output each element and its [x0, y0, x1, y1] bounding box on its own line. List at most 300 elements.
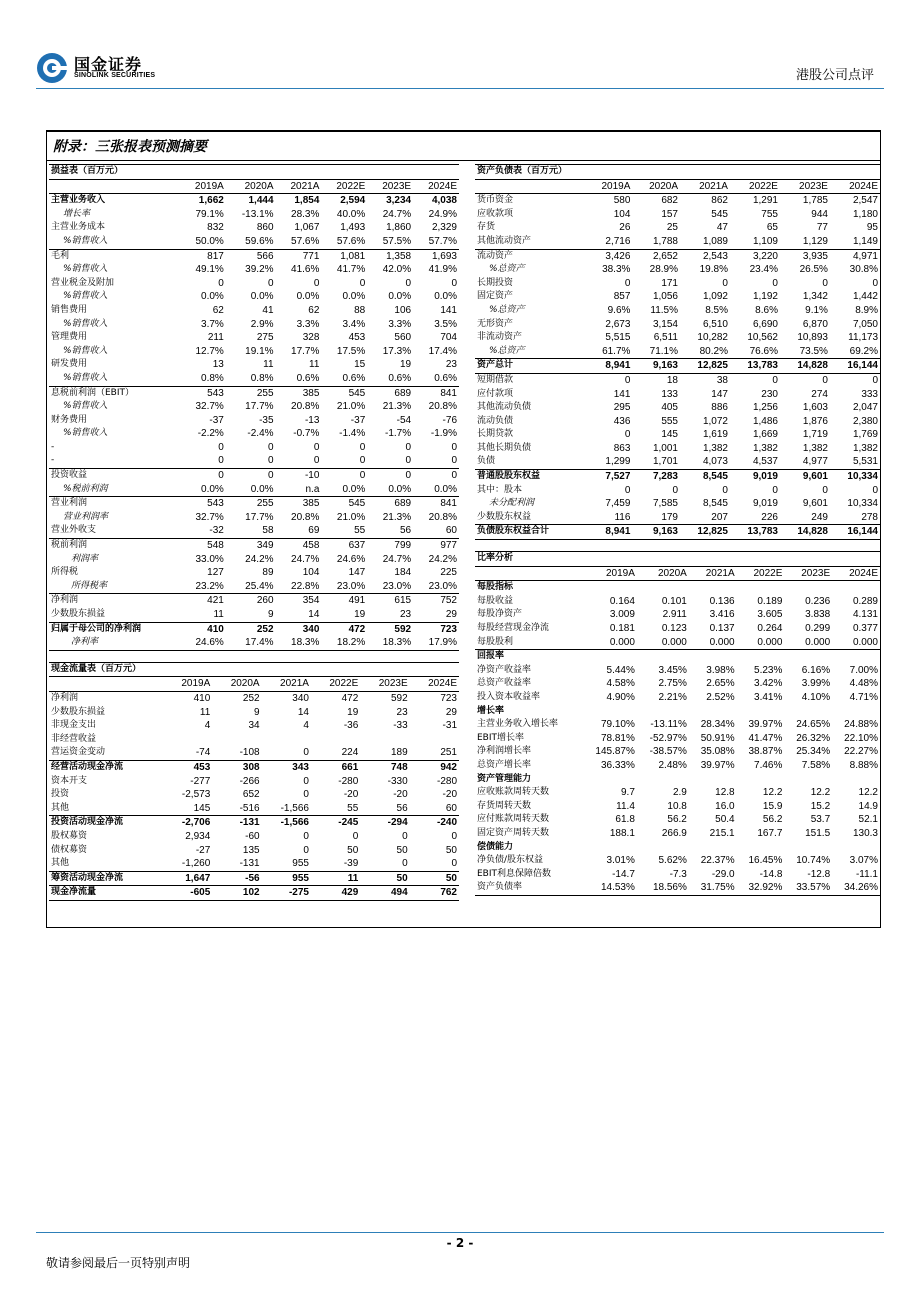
cell-value: -14.8 [759, 868, 783, 880]
cell-value: -1.4% [339, 428, 366, 440]
cell-value: 1,089 [702, 235, 728, 247]
table-row [475, 773, 880, 787]
cell-value: 59.6% [245, 235, 274, 247]
cell-value [582, 705, 637, 719]
cell-value: 0.136 [709, 595, 735, 607]
table-row [475, 359, 880, 374]
cell-value: 689 [367, 386, 413, 400]
row-label: 非流动资产 [477, 332, 523, 343]
table-row [49, 706, 459, 720]
cell-value: 0 [405, 455, 412, 467]
cell-value: 62 [212, 304, 224, 316]
cell-value [582, 581, 637, 595]
row-label: 增长率 [477, 705, 505, 716]
cell-value: 5,531 [852, 456, 878, 468]
table-row [49, 886, 459, 901]
logo-english-name: SINOLINK SECURITIES [74, 72, 156, 79]
cell-value: -20 [393, 789, 408, 801]
year-header: 2023E [784, 566, 832, 581]
table-row [475, 249, 880, 263]
cell-value: 10,893 [797, 332, 828, 344]
cell-value: 748 [360, 760, 409, 774]
cell-value: 0 [872, 484, 878, 496]
cell-value: -1,566 [262, 816, 311, 830]
cell-value: 5.62% [658, 855, 687, 867]
cell-value [737, 581, 785, 595]
table-row [49, 594, 459, 608]
cell-value: 0 [402, 830, 408, 842]
cell-value [689, 650, 737, 664]
row-label: 流动资产 [475, 249, 585, 263]
cell-value: 3.99% [801, 678, 831, 690]
cell-value: -13 [304, 414, 320, 426]
cell-value: 1,442 [852, 291, 878, 303]
cell-value: 7,585 [652, 498, 678, 510]
table-row [475, 868, 880, 882]
cell-value: 3.605 [757, 609, 783, 621]
cell-value: 2,329 [431, 222, 457, 234]
cell-value: 38 [716, 374, 728, 386]
cell-value: 0 [451, 455, 457, 467]
cell-value: 1,291 [752, 195, 778, 207]
cell-value: 1,860 [386, 222, 412, 234]
cell-value: 0.0% [250, 483, 274, 495]
cell-value: 17.5% [336, 345, 366, 357]
cell-value: 249 [811, 511, 828, 523]
cell-value: 4.90% [606, 691, 635, 703]
cell-value: 5.44% [606, 664, 635, 676]
cell-value: 17.7% [245, 511, 274, 523]
section-title-row [475, 165, 880, 180]
row-label: 其他 [51, 858, 70, 869]
cell-value: 33.57% [784, 881, 832, 895]
year-header: 2020A [212, 677, 261, 692]
cell-value: 151.5 [805, 827, 831, 839]
cell-value: 9,163 [632, 359, 680, 374]
table-row [475, 691, 880, 705]
cell-value: 0 [180, 469, 226, 483]
row-label: 主营业务收入 [51, 195, 106, 206]
table-row [475, 705, 880, 719]
table-row [475, 484, 880, 498]
cell-value: 19.8% [699, 264, 728, 276]
row-label: 投资收益 [49, 469, 180, 483]
cell-value: 545 [711, 208, 728, 220]
cell-value: 1,693 [413, 249, 459, 263]
cell-value: 50 [410, 871, 459, 886]
cell-value: 89 [262, 567, 274, 579]
footer-divider [36, 1232, 884, 1233]
table-row [475, 718, 880, 732]
table-row [49, 871, 459, 886]
cell-value: 24.6% [336, 553, 366, 565]
cell-value: 340 [292, 692, 309, 704]
table-row [475, 263, 880, 277]
cell-value: 9 [267, 609, 274, 620]
table-row [475, 290, 880, 304]
cell-value: 17.3% [382, 345, 412, 357]
cell-value: 0 [624, 484, 631, 496]
table-row [475, 608, 880, 622]
row-label: %销售收入 [63, 428, 108, 439]
cell-value: 955 [262, 871, 311, 886]
year-header: 2019A [163, 677, 212, 692]
cell-value: 13,783 [730, 359, 780, 374]
cell-value: 12.2 [762, 787, 783, 799]
cell-value: 1,876 [802, 415, 828, 427]
cell-value: 7,283 [632, 470, 680, 484]
cell-value: 18.2% [321, 636, 367, 650]
cell-value: 39.97% [748, 719, 783, 731]
cell-value: 1,129 [802, 235, 828, 247]
row-label: 普通股股东权益 [475, 470, 585, 484]
cell-value: 7,459 [605, 498, 631, 510]
row-label: 长期投资 [477, 277, 514, 288]
cell-value [582, 773, 637, 787]
cell-value: 3.41% [754, 691, 783, 703]
cell-value: 79.10% [600, 719, 635, 731]
cell-value: 295 [613, 402, 631, 414]
table-row [475, 388, 880, 402]
table-row [49, 830, 459, 844]
cell-value: 33.0% [195, 553, 224, 565]
cell-value: 543 [180, 386, 226, 400]
cell-value: 1,382 [702, 442, 728, 454]
cell-value: 0 [359, 455, 366, 467]
table-row [475, 331, 880, 345]
cell-value: 0 [303, 844, 309, 856]
cell-value: 0.0% [201, 291, 224, 303]
year-header: 2020A [226, 179, 276, 194]
cell-value: 472 [321, 622, 367, 636]
cell-value: 266.9 [661, 827, 687, 839]
cell-value: 55 [347, 802, 359, 814]
cell-value: 1,382 [802, 442, 828, 454]
cell-value: 1,092 [702, 291, 728, 303]
cell-value: 4.58% [606, 678, 635, 690]
cell-value: 76.6% [749, 345, 778, 357]
cell-value: 0 [451, 277, 457, 289]
cell-value: 1,192 [752, 291, 778, 303]
table-row [475, 595, 880, 609]
cell-value: 942 [410, 760, 459, 774]
cell-value: 543 [180, 497, 226, 511]
cell-value: 8,545 [680, 470, 730, 484]
cell-value: 1,109 [752, 235, 778, 247]
cell-value [637, 581, 689, 595]
cell-value: 0.000 [805, 636, 831, 648]
table-row [49, 235, 459, 249]
year-header-blank [475, 566, 582, 581]
cell-value: 592 [390, 692, 408, 704]
year-header: 2021A [262, 677, 311, 692]
section-title-row [49, 165, 459, 180]
cell-value: 2,380 [852, 415, 878, 427]
cell-value: 1,342 [802, 291, 828, 303]
cell-value: 4,971 [830, 249, 880, 263]
cell-value: 56 [396, 802, 408, 814]
cell-value: 4.71% [849, 691, 878, 703]
cell-value: 1,619 [702, 429, 728, 441]
cell-value: -32 [209, 525, 224, 537]
cell-value: 0.6% [296, 372, 320, 384]
row-label: 利润率 [71, 553, 99, 564]
cell-value: 278 [861, 511, 878, 523]
cell-value [689, 773, 737, 787]
cell-value: 5,515 [605, 332, 631, 344]
cell-value: 0 [352, 830, 359, 842]
table-row [49, 290, 459, 304]
cell-value: 0.0% [434, 291, 457, 303]
row-label: 无形资产 [477, 318, 514, 329]
cell-value: 1,067 [294, 222, 320, 234]
row-label: 应付账款周转天数 [477, 814, 550, 825]
cell-value: 0.0% [296, 291, 320, 303]
cell-value: 56 [399, 525, 412, 537]
row-label: 应收账款周转天数 [477, 787, 550, 798]
cell-value: 147 [348, 567, 366, 579]
cell-value: 19 [399, 359, 412, 371]
cell-value: 458 [276, 539, 322, 553]
row-label: 回报率 [475, 650, 582, 664]
cell-value: 354 [276, 594, 322, 608]
cell-value: 615 [367, 594, 413, 608]
cell-value: 9,019 [752, 498, 778, 510]
cell-value: 55 [354, 525, 366, 537]
row-label: %销售收入 [63, 318, 108, 329]
year-header: 2019A [180, 179, 226, 194]
cell-value: 31.75% [689, 881, 737, 895]
cell-value: 0.6% [388, 372, 412, 384]
row-label: 主营业务收入增长率 [477, 719, 559, 730]
cell-value: 385 [276, 386, 322, 400]
year-header: 2021A [689, 566, 737, 581]
cell-value: 453 [163, 760, 212, 774]
year-header: 2024E [830, 179, 880, 194]
cell-value: 13 [212, 359, 224, 371]
cell-value: 704 [440, 332, 457, 344]
cell-value: 0 [267, 455, 274, 467]
cell-value: 88 [354, 304, 366, 316]
cell-value: 8,545 [702, 498, 728, 510]
cell-value: 73.5% [799, 345, 828, 357]
table-row [49, 277, 459, 291]
cell-value: 189 [390, 747, 408, 759]
cell-value: -37 [350, 414, 366, 426]
cell-value: 7.00% [849, 664, 878, 676]
cell-value: 2.65% [706, 678, 735, 690]
cell-value: 22.8% [291, 580, 320, 592]
cell-value: 0.6% [342, 372, 366, 384]
cell-value: 9,601 [780, 470, 830, 484]
row-label: 债权募资 [51, 844, 88, 855]
cell-value: -2.2% [197, 428, 224, 440]
section-title-row [475, 552, 880, 567]
cell-value: 24.7% [291, 553, 320, 565]
row-label: 销售费用 [51, 304, 88, 315]
cell-value: 0 [303, 789, 309, 801]
cell-value: 255 [226, 386, 276, 400]
cell-value: 0.0% [434, 483, 457, 495]
cell-value: 817 [180, 249, 226, 263]
cell-value: 35.08% [700, 746, 735, 758]
table-row [475, 745, 880, 759]
cell-value: 8.5% [705, 304, 728, 316]
cell-value: 0 [772, 484, 778, 496]
cell-value: -1,566 [280, 802, 309, 814]
row-label: 其中：股本 [477, 484, 523, 495]
row-label: 营业外收支 [51, 525, 97, 536]
cell-value: -37 [209, 414, 224, 426]
table-row [49, 331, 459, 345]
cell-value: -1,260 [181, 858, 211, 870]
ratio-analysis-table [475, 551, 880, 896]
cell-value: 16.0 [715, 800, 735, 812]
cell-value: 17.4% [226, 636, 276, 650]
cell-value: -294 [360, 816, 409, 830]
cell-value: 0 [772, 277, 778, 289]
cell-value: 184 [394, 567, 412, 579]
cell-value: 32.92% [737, 881, 785, 895]
year-header-row [49, 179, 459, 194]
table-row [475, 813, 880, 827]
cell-value: 0.0% [342, 483, 366, 495]
cell-value [832, 705, 880, 719]
cell-value: 0 [822, 374, 828, 386]
sinolink-logo-icon [36, 52, 68, 84]
row-label: %销售收入 [63, 372, 108, 383]
cell-value: -14.7 [612, 868, 635, 880]
cell-value: 104 [613, 208, 631, 220]
cell-value: 771 [276, 249, 322, 263]
cell-value: n.a [305, 483, 320, 495]
cell-value: 251 [440, 747, 457, 759]
cell-value: 41.47% [748, 732, 783, 744]
cell-value: -330 [387, 775, 408, 787]
row-label: 非经营收益 [51, 733, 97, 744]
cell-value: -277 [190, 775, 211, 787]
cell-value: 26.32% [796, 732, 831, 744]
table-row [475, 221, 880, 235]
cell-value: 9.7 [620, 787, 635, 799]
cell-value: 0 [451, 858, 457, 870]
cell-value: 0 [303, 775, 309, 787]
cell-value: 69 [308, 525, 320, 537]
row-label: 存货周转天数 [477, 800, 532, 811]
cell-value [637, 650, 689, 664]
year-header: 2024E [832, 566, 880, 581]
year-header-row [49, 677, 459, 692]
cell-value: 723 [413, 622, 459, 636]
cell-value: 23.2% [195, 580, 224, 592]
cell-value: 39.2% [245, 264, 274, 276]
cell-value: 11 [199, 706, 211, 718]
cell-value: 592 [367, 622, 413, 636]
cell-value: 224 [341, 747, 359, 759]
row-label: 总资产增长率 [477, 759, 532, 770]
cell-value: -131 [239, 858, 260, 870]
table-row [475, 650, 880, 664]
cell-value: 1,149 [852, 235, 878, 247]
cell-value: 61.7% [602, 345, 631, 357]
cell-value: 4,038 [431, 195, 457, 207]
table-row [49, 636, 459, 650]
cell-value: 548 [180, 539, 226, 553]
cell-value: -31 [442, 720, 457, 732]
cell-value: 23.4% [749, 264, 778, 276]
cell-value: 8.6% [755, 304, 778, 316]
cell-value: 3.3% [296, 318, 320, 330]
cell-value: 29 [445, 706, 457, 718]
cell-value: 47 [716, 222, 728, 234]
cell-value: 3.01% [606, 855, 635, 867]
cell-value: 862 [711, 195, 728, 207]
cell-value: 3.98% [706, 664, 735, 676]
table-row [475, 841, 880, 855]
cell-value: 42.0% [382, 264, 412, 276]
cell-value: 14,828 [780, 359, 830, 374]
table-row [475, 442, 880, 456]
cell-value: 3.4% [342, 318, 366, 330]
table-row [49, 857, 459, 871]
cell-value: 141 [440, 304, 457, 316]
table-row [475, 235, 880, 249]
cell-value: -35 [259, 414, 274, 426]
cell-value: 41.9% [428, 264, 457, 276]
cell-value: 3,426 [585, 249, 633, 263]
cell-value: 3.7% [201, 318, 224, 330]
cell-value: 3.009 [609, 609, 635, 621]
cell-value: 225 [440, 567, 457, 579]
cell-value: 11 [309, 359, 320, 371]
left-column [49, 164, 459, 901]
cell-value: -13.1% [241, 208, 274, 220]
cell-value: 116 [614, 511, 631, 523]
cell-value: 2.21% [658, 691, 687, 703]
cell-value: 6,510 [702, 318, 728, 330]
cell-value: 53.7 [810, 814, 831, 826]
cell-value: 9.1% [805, 304, 828, 316]
cell-value: 1,769 [852, 429, 878, 441]
cell-value: 0 [303, 747, 309, 759]
year-header: 2022E [737, 566, 785, 581]
cell-value: 308 [212, 760, 261, 774]
cell-value: 1,603 [802, 402, 828, 414]
cell-value: 49.1% [195, 264, 224, 276]
table-row [475, 345, 880, 359]
table-row [475, 511, 880, 525]
cell-value: 14.53% [582, 881, 637, 895]
row-label: 投资活动现金净流 [49, 816, 163, 830]
row-label: 现金净流量 [49, 886, 163, 901]
cell-value: 17.7% [291, 345, 320, 357]
cell-value [737, 705, 785, 719]
cell-value: 0 [772, 374, 778, 386]
cell-value: 39.97% [700, 759, 735, 771]
cell-value: 188.1 [609, 827, 635, 839]
cell-value [737, 841, 785, 855]
cell-value: 1,256 [752, 402, 778, 414]
cell-value: 145 [193, 802, 211, 814]
cell-value: 21.0% [336, 401, 366, 413]
year-header-blank [49, 179, 180, 194]
cell-value: 57.7% [428, 235, 457, 247]
cell-value: -76 [442, 414, 457, 426]
cell-value: 41.6% [291, 264, 320, 276]
cell-value: 10,334 [830, 470, 880, 484]
cell-value: 977 [413, 539, 459, 553]
row-label: 所得税 [51, 567, 79, 578]
